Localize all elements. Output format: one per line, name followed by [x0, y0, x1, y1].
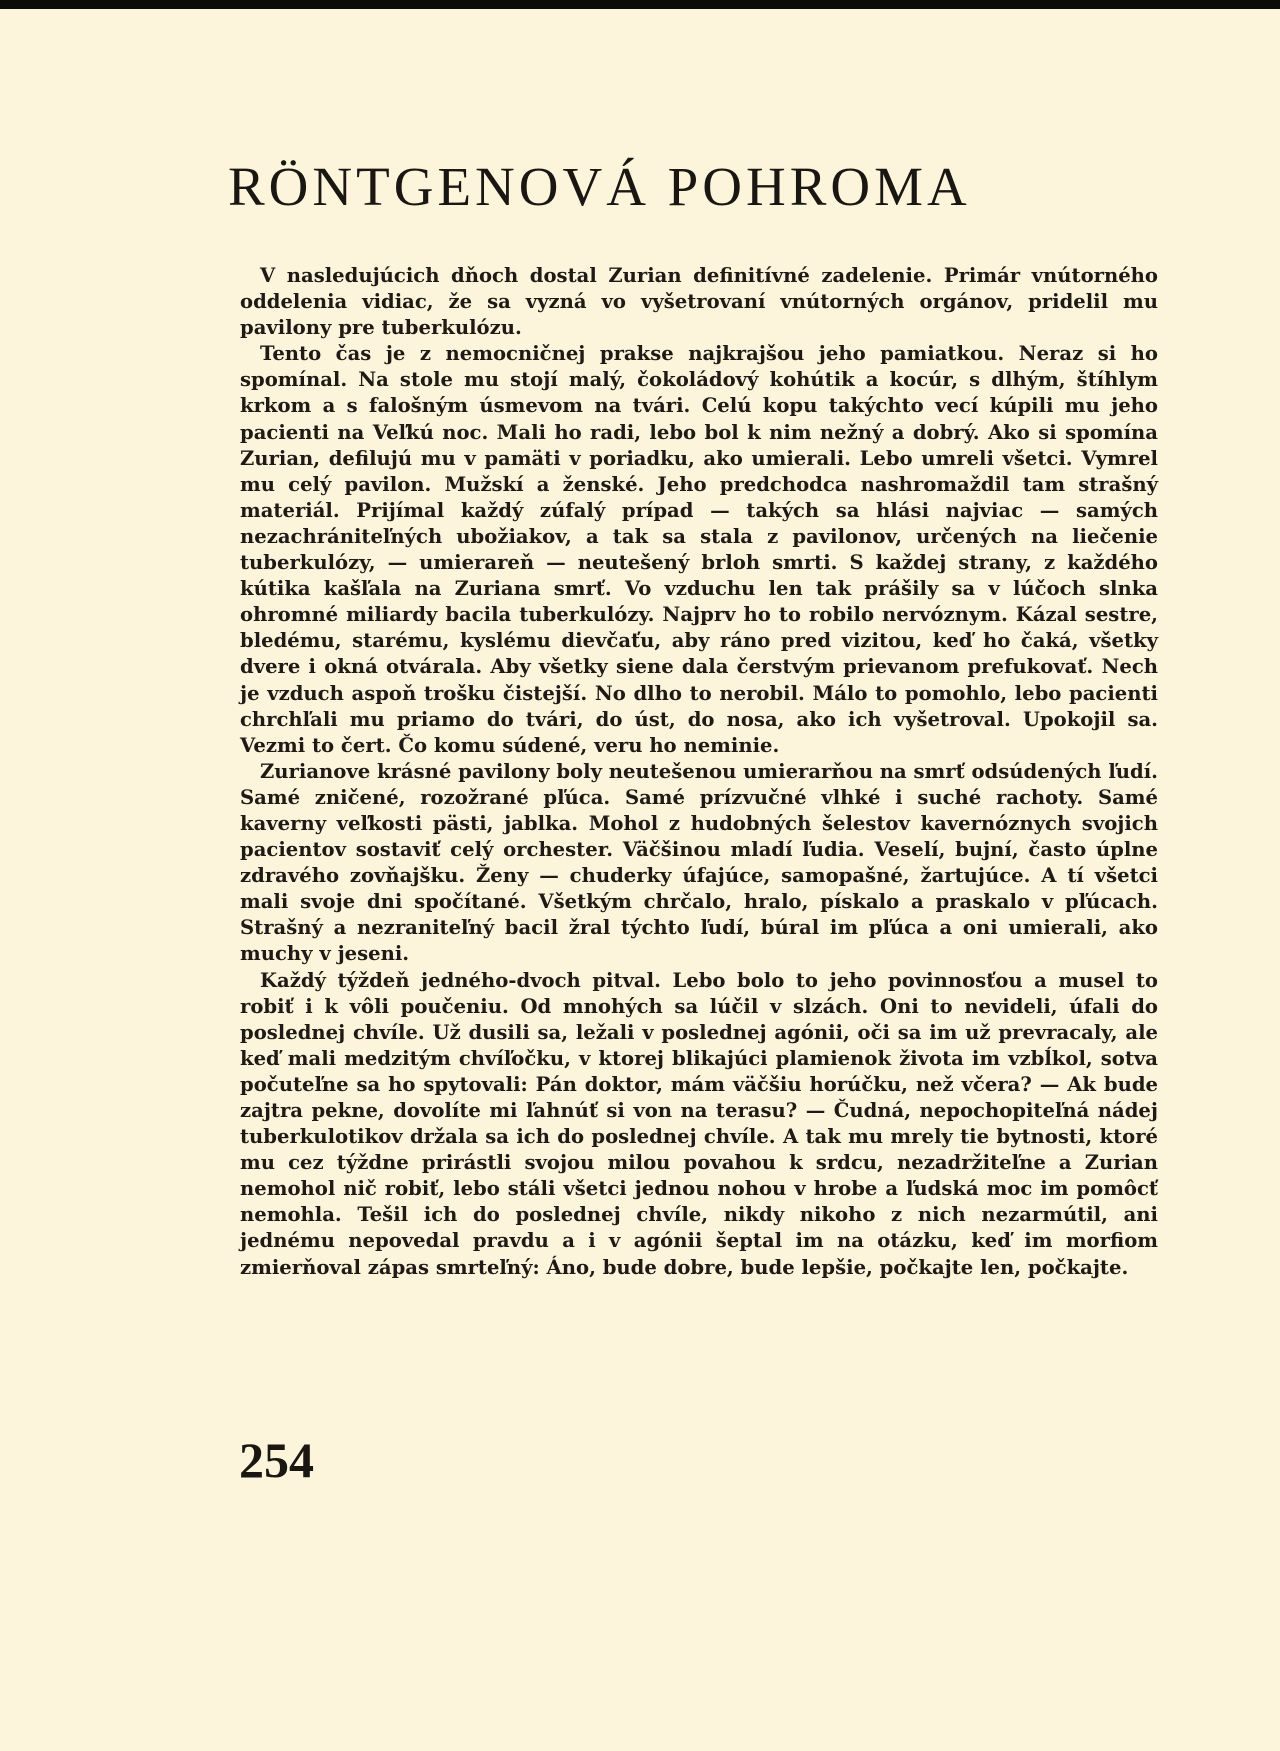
chapter-body	[240, 263, 1158, 1281]
paragraph-3: Zurianove krásné pavilony boly neutešenou umierarňou na smrť odsúdených ľudí. Samé zničené, rozožrané pľúca. Samé prízvučné vlhké i suché rachoty. Samé kaverny veľkosti pästi, jablka. Mohol z hudobných šelestov kavernóznych svojich pacientov sostaviť celý orchester. Väčšinou mladí ľudia. Veselí, bujní, často úplne zdravého zovňajšku. Ženy — chuderky úfajúce, samopašné, žartujúce. A tí všetci mali svoje dni spočítané. Všetkým chrčalo, hralo, pískalo a praskalo v pľúcach. Strašný a nezraniteľný bacil žral týchto ľudí, búral im pľúca a oni umierali, ako muchy v jeseni.	[240, 759, 1158, 966]
paragraph-4: Každý týždeň jedného-dvoch pitval. Lebo bolo to jeho povinnosťou a musel to robiť i k vôli poučeniu. Od mnohých sa lúčil v slzách. Oni to nevideli, úfali do poslednej chvíle. Už dusili sa, ležali v poslednej agónii, oči sa im už prevracaly, ale keď mali medzitým chvíľočku, v ktorej blikajúci plamienok života im vzbĺkol, sotva počuteľne sa ho spytovali: Pán doktor, mám väčšiu horúčku, než včera? — Ak bude zajtra pekne, dovolíte mi ľahnúť si von na terasu? — Čudná, nepochopiteľná nádej tuberkulotikov držala sa ich do poslednej chvíle. A tak mu mrely tie bytnosti, ktoré mu cez týždne prirástli svojou milou povahou k srdcu, nezadržiteľne a Zurian nemohol nič robiť, lebo stáli všetci jednou nohou v hrobe a ľudská moc im pomôcť nemohla. Tešil ich do poslednej chvíle, nikdy nikoho z nich nezarmútil, ani jednému nepovedal pravdu a i v agónii šeptal im na otázku, keď im morfiom zmierňoval zápas smrteľný: Áno, bude dobre, bude lepšie, počkajte len, počkajte.	[240, 968, 1158, 1279]
paragraph-2: Tento čas je z nemocničnej prakse najkrajšou jeho pamiatkou. Neraz si ho spomínal. Na stole mu stojí malý, čokoládový kohútik a kocúr, s dlhým, štíhlym krkom a s falošným úsmevom na tvári. Celú kopu takýchto vecí kúpili mu jeho pacienti na Veľkú noc. Mali ho radi, lebo bol k nim nežný a dobrý. Ako si spomína Zurian, defilujú mu v pamäti v poriadku, ako umierali. Lebo umreli všetci. Vymrel mu celý pavilon. Mužskí a ženské. Jeho predchodca nashromaždil tam strašný materiál. Prijímal každý zúfalý prípad — takých sa hlási najviac — samých nezachrániteľných ubožiakov, a tak sa stala z pavilonov, určených na liečenie tuberkulózy, — umierareň — neutešený brloh smrti. S každej strany, z každého kútika kašľala na Zuriana smrť. Vo vzduchu len tak prášily sa v lúčoch slnka ohromné miliardy bacila tuberkulózy. Najprv ho to robilo nervóznym. Kázal sestre, bledému, starému, kyslému dievčaťu, aby ráno pred vizitou, keď ho čaká, všetky dvere i okná otvárala. Aby všetky siene dala čerstvým prievanom prefukovať. Nech je vzduch aspoň trošku čistejší. No dlho to nerobil. Málo to pomohlo, lebo pacienti chrchľali mu priamo do tvári, do úst, do nosa, ako ich vyšetroval. Upokojil sa. Vezmi to čert. Čo komu súdené, veru ho neminie.	[240, 342, 1158, 757]
book-page	[0, 9, 1280, 1751]
scan-top-edge	[0, 0, 1280, 9]
page-number: 254	[239, 1432, 314, 1488]
chapter-title: RÖNTGENOVÁ POHROMA	[228, 156, 971, 217]
paragraph-1: V nasledujúcich dňoch dostal Zurian definitívné zadelenie. Primár vnútorného oddelenia vidiac, že sa vyzná vo vyšetrovaní vnútorných orgánov, pridelil mu pavilony pre tuberkulózu.	[240, 264, 1158, 340]
